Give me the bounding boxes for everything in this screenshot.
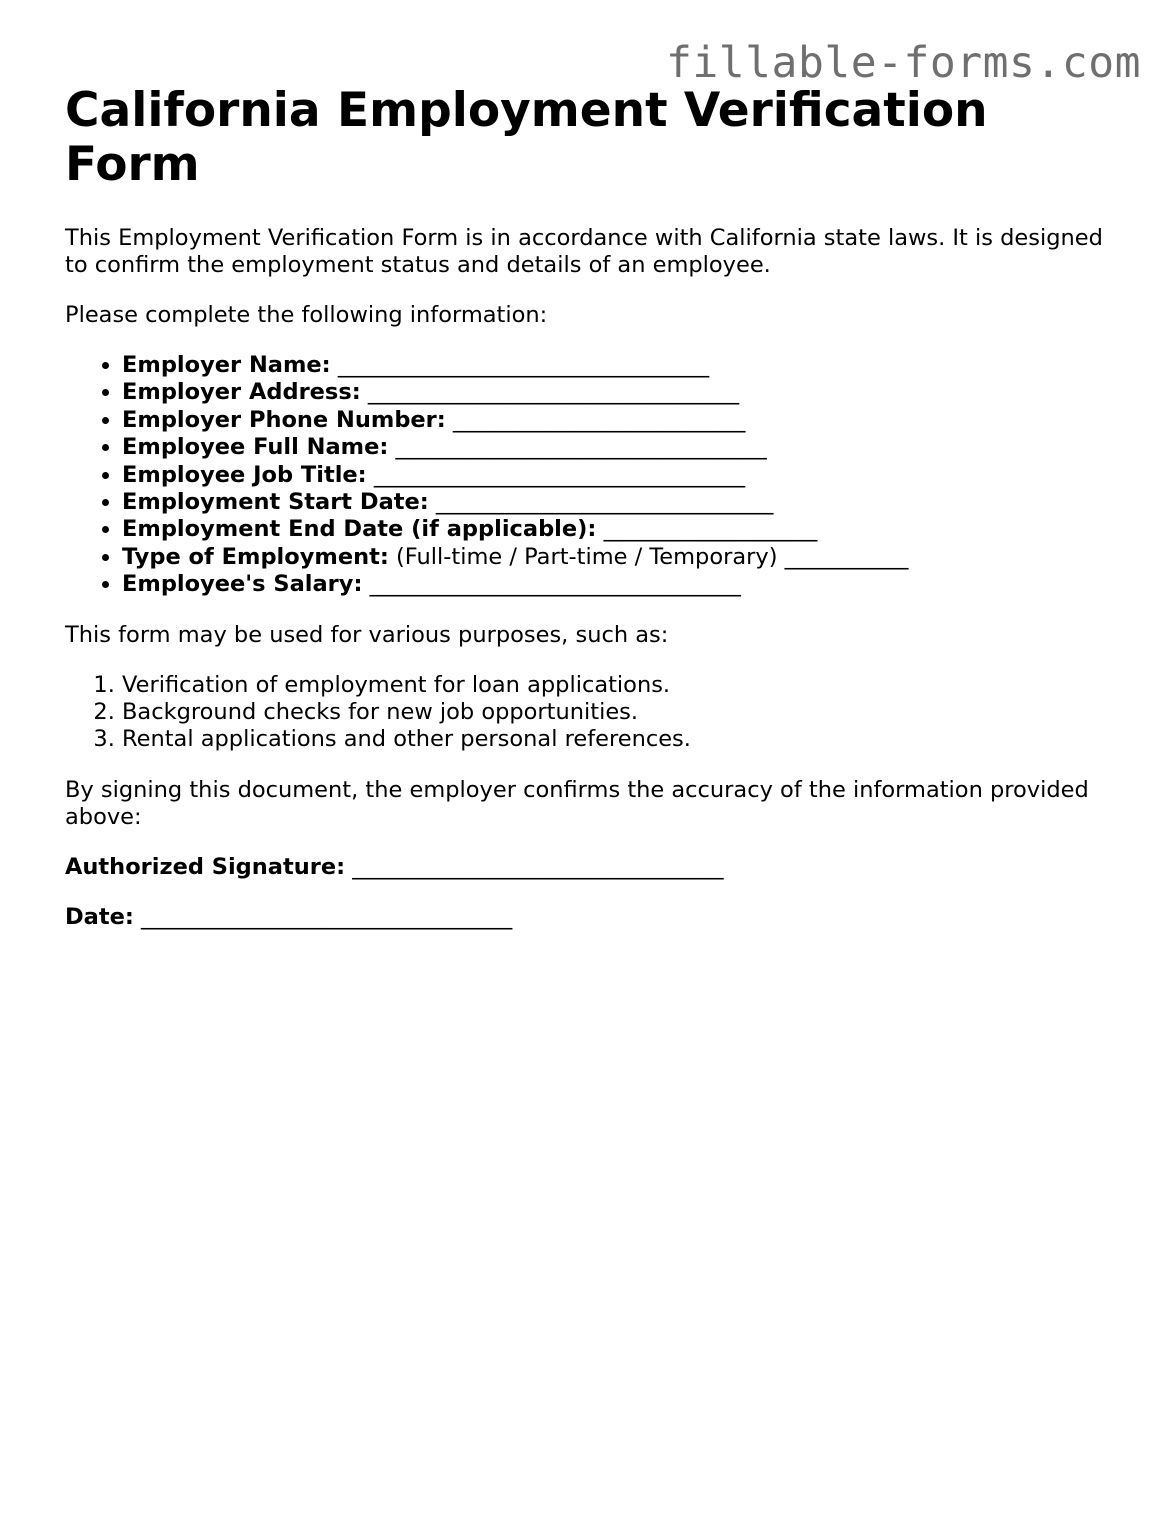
instruction-prompt: Please complete the following information: xyxy=(65,302,548,328)
signature-label: Authorized Signature: xyxy=(65,853,346,880)
field-employee-full-name xyxy=(122,434,1125,461)
field-label: Employer Name: xyxy=(122,352,331,378)
field-blank[interactable]: (Full-time / Part-time / Temporary) ___________ xyxy=(388,543,909,570)
watermark: fillable-forms.com xyxy=(666,38,1141,88)
field-blank[interactable]: ___________________ xyxy=(596,516,818,543)
field-employment-start-date xyxy=(122,489,1125,516)
field-employer-name xyxy=(122,352,1125,379)
field-label: Employee's Salary: xyxy=(122,571,363,598)
field-blank[interactable]: _________________________________ xyxy=(330,352,710,378)
field-label: Employee Full Name: xyxy=(122,434,389,461)
date-blank[interactable]: _________________________________ xyxy=(133,903,513,930)
field-list xyxy=(65,352,1125,599)
signature-line xyxy=(65,854,1125,881)
intro-paragraph: This Employment Verification Form is in accordance with California state laws. It is designed to confirm the employment status and details of an employee. xyxy=(65,225,1103,278)
field-label: Employee Job Title: xyxy=(122,461,367,488)
purposes-list xyxy=(65,672,1125,754)
field-type-of-employment xyxy=(122,544,1125,571)
confirmation-statement: By signing this document, the employer confirms the accuracy of the information provided above: xyxy=(65,776,1089,830)
purpose-item: 3. Rental applications and other personal references. xyxy=(122,726,1125,753)
date-label: Date: xyxy=(65,903,134,930)
field-blank[interactable]: _________________________________ xyxy=(362,571,741,598)
purpose-item: 2. Background checks for new job opportunities. xyxy=(122,699,1125,726)
date-line xyxy=(65,904,1125,931)
purpose-item: 1. Verification of employment for loan applications. xyxy=(122,672,1125,699)
field-label: Employment End Date (if applicable): xyxy=(122,516,597,543)
purposes-intro: This form may be used for various purposes, such as: xyxy=(65,621,669,648)
signature-blank[interactable]: _________________________________ xyxy=(345,853,724,880)
field-employer-phone xyxy=(122,407,1125,434)
field-employer-address xyxy=(122,379,1125,406)
field-label: Employer Address: xyxy=(122,379,361,406)
field-employee-salary xyxy=(122,571,1125,598)
form-title: California Employment Verification Form xyxy=(65,83,988,192)
field-blank[interactable]: __________________________ xyxy=(445,406,746,433)
field-employee-job-title xyxy=(122,462,1125,489)
field-label: Employment Start Date: xyxy=(122,489,429,516)
field-label: Employer Phone Number: xyxy=(122,406,446,433)
field-blank[interactable]: ______________________________ xyxy=(428,489,774,516)
field-blank[interactable]: _________________________________ xyxy=(360,379,740,406)
field-blank[interactable]: _________________________________ xyxy=(388,434,767,461)
form-document xyxy=(65,84,1125,931)
field-label: Type of Employment: xyxy=(122,543,389,570)
field-blank[interactable]: _________________________________ xyxy=(366,461,746,488)
field-employment-end-date xyxy=(122,516,1125,543)
